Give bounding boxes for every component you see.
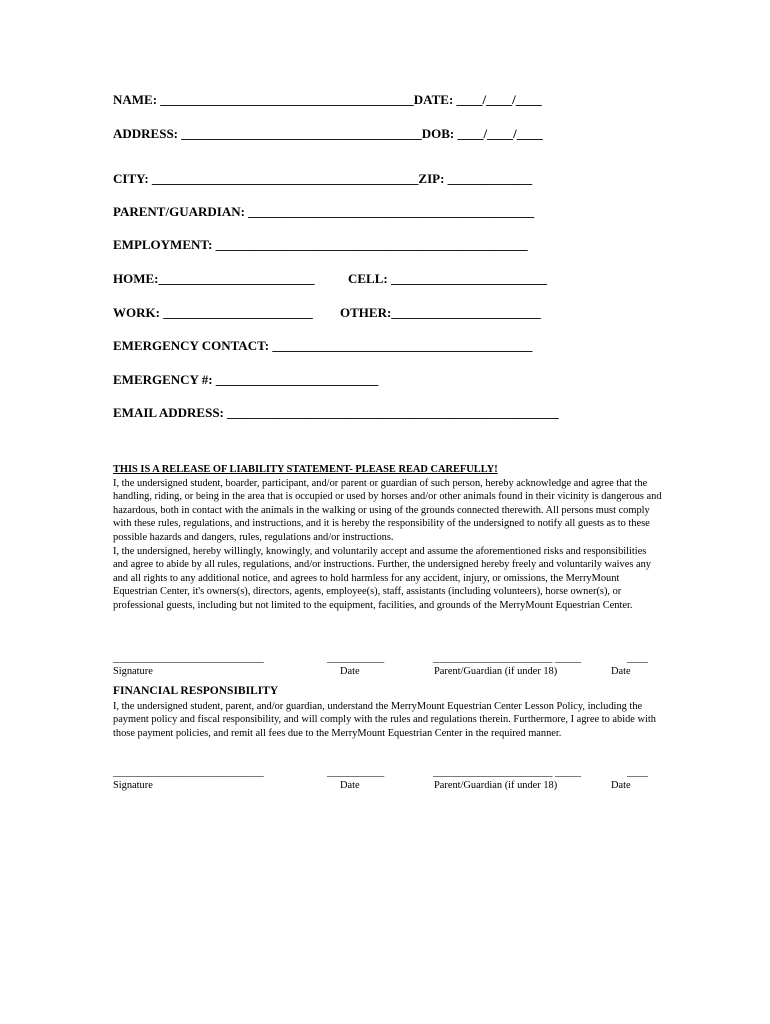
cell-phone-field[interactable]: CELL: ________________________: [348, 271, 547, 286]
parent-date-label: Date: [611, 666, 631, 677]
name-date-field[interactable]: NAME: _______________________________________DATE: ____/____/____: [113, 92, 542, 107]
financial-heading: FINANCIAL RESPONSIBILITY: [113, 685, 279, 697]
city-zip-field[interactable]: CITY: _________________________________________ZIP: _____________: [113, 171, 533, 186]
other-phone-field[interactable]: OTHER:_______________________: [340, 305, 541, 320]
home-phone-field[interactable]: HOME:________________________: [113, 271, 315, 286]
signature-label: Signature: [113, 666, 153, 677]
financial-signature-row: [113, 767, 653, 793]
financial-paragraph: I, the undersigned student, parent, and/or guardian, understand the MerryMount Equestrian Center Lesson Policy, including the payment policy and fiscal responsibility, and will comply with the rules and regulations therein. Furthermore, I agree to abide with those payment policies, and remit all fees due to the MerryMount Equestrian Center in the required manner.: [113, 700, 656, 739]
parent-date-line[interactable]: ____: [627, 767, 648, 778]
release-paragraph-1: I, the undersigned student, boarder, participant, and/or parent or guardian of such person, hereby acknowledge and agree that the handling, riding, or being in the area that is occupied or used by horses and/or other animals found in their vicinity is dangerous and hazardous, both in contact with the animals in the walking or using of the grounds connected therewith. All persons must comply with these rules, regulations, and instructions, and it is hereby the responsibility of the undersigned to notify all guests as to these possible hazards and dangers, rules, regulations and/or instructions.: [113, 477, 662, 543]
email-address-field[interactable]: EMAIL ADDRESS: ___________________________________________________: [113, 405, 559, 420]
emergency-contact-field[interactable]: EMERGENCY CONTACT: ________________________________________: [113, 338, 533, 353]
release-heading: THIS IS A RELEASE OF LIABILITY STATEMENT- PLEASE READ CAREFULLY!: [113, 464, 498, 475]
work-phone-field[interactable]: WORK: _______________________: [113, 305, 313, 320]
parent-signature-line[interactable]: _______________________ _____: [433, 767, 582, 778]
liability-release: [113, 463, 663, 613]
signature-label: Signature: [113, 780, 153, 791]
release-paragraph-2: I, the undersigned, hereby willingly, knowingly, and voluntarily accept and assume the aforementioned risks and responsibilities and agree to abide by all rules, regulations, and/or instructions. Further, the undersigned hereby freely and voluntarily waives any and all rights to any additional notice, and agrees to hold harmless for any accident, injury, or omissions, the MerryMount Equestrian Center, it's owners(s), directors, agents, employee(s), staff, assistants (including volunteers), horse owner(s), or professional guests, including but not limited to the equipment, facilities, and grounds of the MerryMount Equestrian Center.: [113, 545, 652, 611]
parent-signature-line[interactable]: _______________________ _____: [433, 653, 582, 664]
release-signature-row: [113, 653, 653, 679]
parent-date-label: Date: [611, 780, 631, 791]
signature-line[interactable]: _____________________________: [113, 653, 264, 664]
financial-responsibility: [113, 685, 663, 740]
parent-guardian-field[interactable]: PARENT/GUARDIAN: ____________________________________________: [113, 204, 535, 219]
date-line[interactable]: ___________: [327, 653, 385, 664]
date-line[interactable]: ___________: [327, 767, 385, 778]
parent-label: Parent/Guardian (if under 18): [434, 666, 558, 677]
date-label: Date: [340, 780, 360, 791]
parent-date-line[interactable]: ____: [627, 653, 648, 664]
signature-line[interactable]: _____________________________: [113, 767, 264, 778]
date-label: Date: [340, 666, 360, 677]
emergency-number-field[interactable]: EMERGENCY #: _________________________: [113, 372, 379, 387]
employment-field[interactable]: EMPLOYMENT: ________________________________________________: [113, 237, 528, 252]
address-dob-field[interactable]: ADDRESS: _____________________________________DOB: ____/____/____: [113, 126, 543, 141]
parent-label: Parent/Guardian (if under 18): [434, 780, 558, 791]
